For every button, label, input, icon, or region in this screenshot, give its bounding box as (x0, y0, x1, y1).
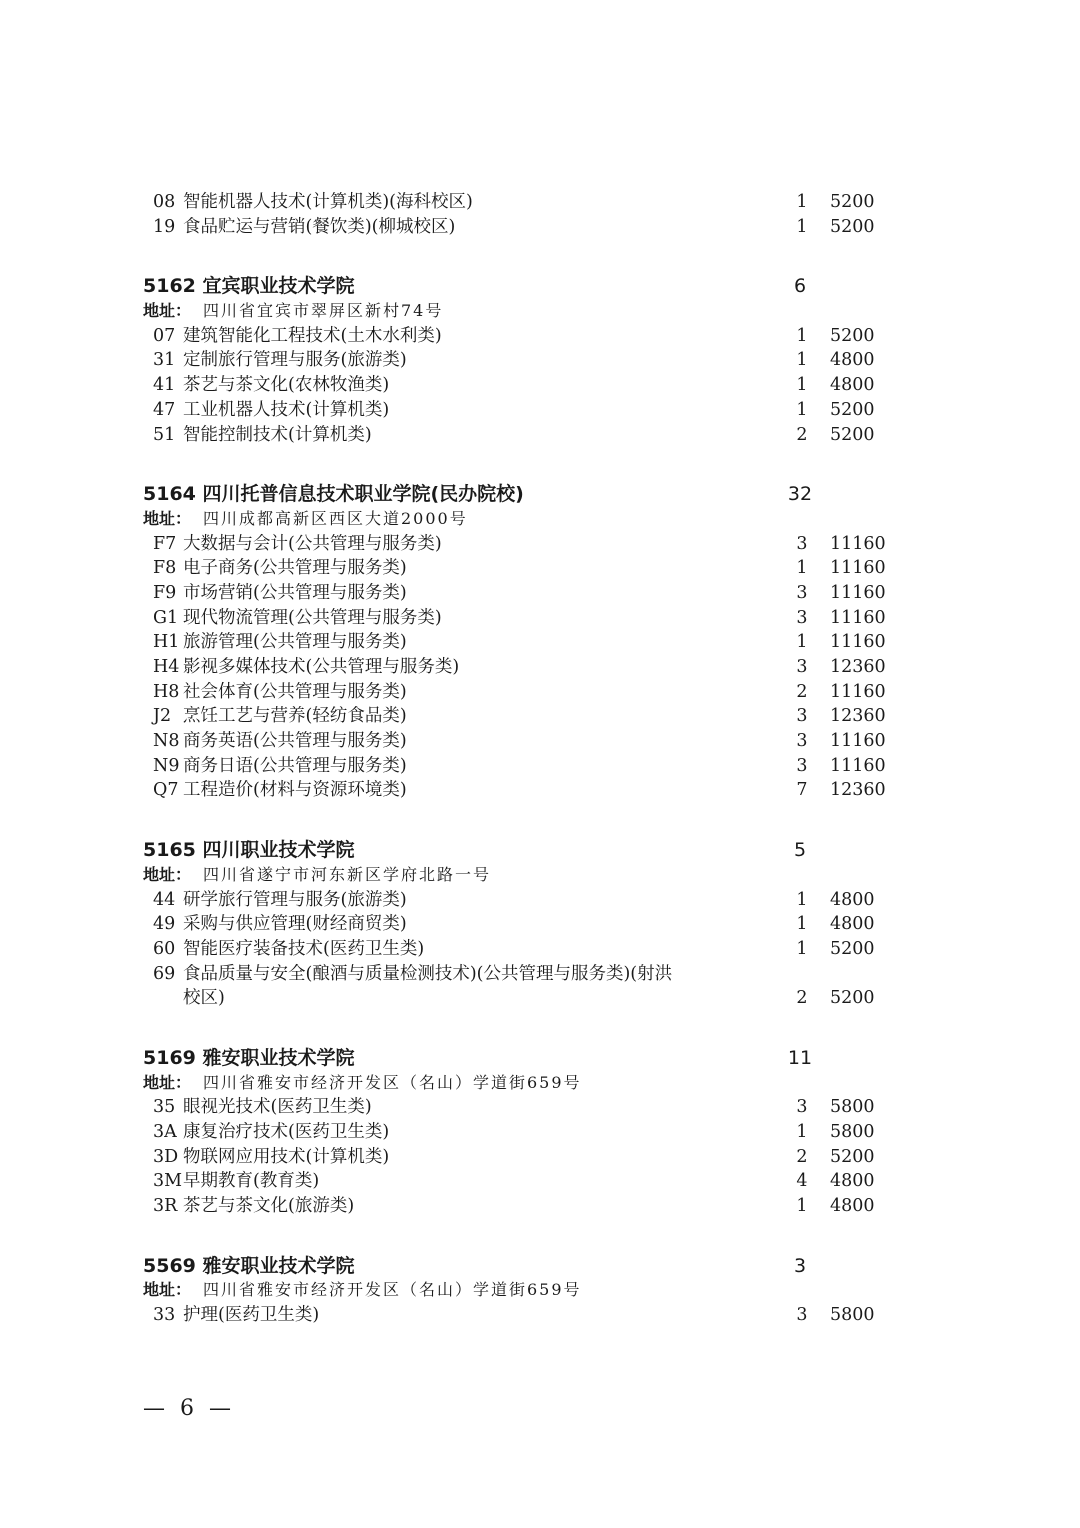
program-plan-count: 3 (796, 755, 808, 776)
program-code: 41 (153, 375, 176, 396)
program-fee: 11160 (830, 731, 886, 752)
program-row (0, 680, 1080, 705)
program-code: 44 (153, 889, 176, 910)
program-name: 茶艺与茶文化(农林牧渔类) (183, 375, 390, 396)
program-plan-count: 2 (796, 681, 808, 702)
program-plan-count: 2 (796, 1146, 808, 1167)
program-code: 33 (153, 1305, 176, 1326)
program-name: 电子商务(公共管理与服务类) (183, 558, 407, 579)
school-section (0, 1254, 1080, 1328)
address-text: 四川省雅安市经济开发区（名山）学道街659号 (203, 1280, 582, 1300)
program-plan-count: 1 (796, 350, 808, 371)
program-name: 现代物流管理(公共管理与服务类) (183, 607, 442, 628)
program-fee: 5200 (830, 192, 875, 212)
school-total: 11 (787, 1046, 813, 1069)
program-name: 工业机器人技术(计算机类) (183, 399, 390, 420)
program-name: 康复治疗技术(医药卫生类) (183, 1122, 390, 1142)
program-name: 旅游管理(公共管理与服务类) (183, 632, 407, 653)
program-plan-count: 3 (796, 533, 808, 554)
school-name: 5169 雅安职业技术学院 (143, 1046, 355, 1069)
program-fee: 4800 (830, 914, 875, 935)
school-total: 6 (793, 275, 807, 298)
program-name: 茶艺与茶文化(旅游类) (183, 1196, 355, 1217)
program-name: 采购与供应管理(财经商贸类) (183, 914, 407, 935)
program-row (0, 937, 1080, 962)
program-row (0, 1120, 1080, 1145)
program-plan-count: 3 (796, 706, 808, 727)
program-code: 3A (153, 1122, 177, 1142)
program-row (0, 373, 1080, 398)
program-code: N9 (153, 755, 180, 776)
program-fee: 11160 (830, 632, 886, 653)
address-text: 四川省遂宁市河东新区学府北路一号 (203, 864, 492, 884)
school-address (0, 507, 1080, 532)
program-fee: 5200 (830, 399, 875, 420)
program-row (0, 581, 1080, 606)
school-section (0, 838, 1080, 1011)
school-total: 3 (793, 1254, 807, 1277)
program-row (0, 1095, 1080, 1120)
program-fee: 12360 (830, 706, 886, 727)
program-plan-count: 1 (796, 558, 808, 579)
address-text: 四川省雅安市经济开发区（名山）学道街659号 (203, 1072, 582, 1092)
school-name: 5164 四川托普信息技术职业学院(民办院校) (143, 483, 524, 506)
school-header (0, 1046, 1080, 1071)
program-plan-count: 3 (796, 657, 808, 677)
address-label: 地址： (143, 1072, 192, 1092)
program-plan-count: 3 (796, 1305, 808, 1326)
program-code: F8 (153, 558, 177, 579)
program-code: F9 (153, 582, 177, 603)
program-row (0, 704, 1080, 729)
program-fee: 5200 (830, 216, 875, 237)
program-plan-count: 2 (796, 988, 808, 1009)
program-plan-count: 2 (796, 424, 808, 445)
program-row (0, 190, 1080, 215)
program-plan-count: 3 (796, 582, 808, 603)
program-row (0, 962, 1080, 987)
program-plan-count: 1 (796, 375, 808, 396)
program-plan-count: 1 (796, 889, 808, 910)
program-name: 大数据与会计(公共管理与服务类) (183, 533, 442, 554)
program-row (0, 348, 1080, 373)
program-code: F7 (153, 533, 177, 554)
school-header (0, 482, 1080, 507)
program-row (0, 912, 1080, 937)
program-fee: 5200 (830, 988, 875, 1009)
program-row (0, 1169, 1080, 1194)
program-row (0, 215, 1080, 240)
program-name: 定制旅行管理与服务(旅游类) (183, 350, 407, 371)
school-section (0, 274, 1080, 447)
school-total: 5 (793, 839, 807, 862)
school-section (0, 190, 1080, 239)
program-row (0, 729, 1080, 754)
program-fee: 5200 (830, 938, 875, 959)
school-section (0, 482, 1080, 803)
program-name: 研学旅行管理与服务(旅游类) (183, 889, 407, 910)
program-fee: 5200 (830, 1146, 875, 1167)
program-row (0, 1194, 1080, 1219)
program-fee: 4800 (830, 350, 875, 371)
program-fee: 11160 (830, 681, 886, 702)
program-code: H1 (153, 632, 180, 653)
address-label: 地址： (143, 508, 192, 528)
program-name: 工程造价(材料与资源环境类) (183, 780, 407, 801)
program-fee: 11160 (830, 533, 886, 554)
program-name: 社会体育(公共管理与服务类) (183, 681, 407, 702)
program-fee: 11160 (830, 582, 886, 603)
program-code: 49 (153, 914, 176, 935)
program-plan-count: 3 (796, 731, 808, 752)
program-row (0, 398, 1080, 423)
program-name: 市场营销(公共管理与服务类) (183, 582, 407, 603)
program-plan-count: 1 (796, 1196, 808, 1217)
school-name: 5165 四川职业技术学院 (143, 839, 355, 862)
program-fee: 11160 (830, 755, 886, 776)
program-code: N8 (153, 731, 180, 752)
school-address (0, 1071, 1080, 1096)
program-code: 69 (153, 963, 176, 984)
program-name: 智能控制技术(计算机类) (183, 424, 372, 445)
program-fee: 4800 (830, 1196, 875, 1217)
school-name: 5569 雅安职业技术学院 (143, 1254, 355, 1277)
program-plan-count: 1 (796, 399, 808, 420)
program-name: 智能医疗装备技术(医药卫生类) (183, 938, 425, 959)
program-plan-count: 1 (796, 1122, 808, 1142)
program-row (0, 532, 1080, 557)
program-code: 35 (153, 1097, 176, 1118)
program-row (0, 888, 1080, 913)
program-row (0, 778, 1080, 803)
program-plan-count: 1 (796, 938, 808, 959)
school-header (0, 838, 1080, 863)
program-name: 智能机器人技术(计算机类)(海科校区) (183, 192, 473, 212)
program-row-continued (0, 986, 1080, 1011)
program-fee: 11160 (830, 607, 886, 628)
program-code: 08 (153, 192, 176, 212)
program-row (0, 655, 1080, 680)
address-text: 四川成都高新区西区大道2000号 (203, 508, 468, 528)
program-code: 07 (153, 325, 176, 346)
program-code: 3R (153, 1196, 178, 1217)
address-label: 地址： (143, 301, 192, 321)
program-code: 3M (153, 1171, 183, 1192)
program-row (0, 754, 1080, 779)
program-code: 47 (153, 399, 176, 420)
school-name: 5162 宜宾职业技术学院 (143, 275, 355, 298)
program-plan-count: 1 (796, 914, 808, 935)
program-row (0, 630, 1080, 655)
program-code: 60 (153, 938, 176, 959)
school-address (0, 299, 1080, 324)
school-total: 32 (787, 483, 813, 506)
address-label: 地址： (143, 864, 192, 884)
program-name: 建筑智能化工程技术(土木水利类) (183, 325, 442, 346)
program-code: 3D (153, 1146, 179, 1167)
program-row (0, 1303, 1080, 1328)
program-fee: 4800 (830, 375, 875, 396)
program-fee: 5800 (830, 1122, 875, 1142)
program-plan-count: 1 (796, 325, 808, 346)
program-name: 商务日语(公共管理与服务类) (183, 755, 407, 776)
program-name: 影视多媒体技术(公共管理与服务类) (183, 657, 460, 677)
program-name: 物联网应用技术(计算机类) (183, 1146, 390, 1167)
school-header (0, 274, 1080, 299)
program-plan-count: 7 (796, 780, 808, 801)
school-header (0, 1254, 1080, 1279)
program-plan-count: 1 (796, 216, 808, 237)
program-code: H8 (153, 681, 180, 702)
program-row (0, 556, 1080, 581)
address-text: 四川省宜宾市翠屏区新村74号 (203, 301, 444, 321)
address-label: 地址： (143, 1280, 192, 1300)
program-code: 19 (153, 216, 176, 237)
program-row (0, 606, 1080, 631)
program-fee: 4800 (830, 889, 875, 910)
program-name: 护理(医药卫生类) (183, 1305, 320, 1326)
program-fee: 5200 (830, 424, 875, 445)
program-row (0, 324, 1080, 349)
program-name: 食品质量与安全(酿酒与质量检测技术)(公共管理与服务类)(射洪 (183, 963, 673, 984)
program-fee: 4800 (830, 1171, 875, 1192)
program-plan-count: 1 (796, 632, 808, 653)
program-plan-count: 3 (796, 607, 808, 628)
program-fee: 5200 (830, 325, 875, 346)
school-address (0, 863, 1080, 888)
school-address (0, 1278, 1080, 1303)
program-name: 食品贮运与营销(餐饮类)(柳城校区) (183, 216, 456, 237)
program-fee: 12360 (830, 657, 886, 677)
school-section (0, 1046, 1080, 1219)
program-name-continued: 校区) (183, 988, 225, 1009)
program-code: Q7 (153, 780, 179, 801)
program-fee: 5800 (830, 1097, 875, 1118)
program-name: 商务英语(公共管理与服务类) (183, 731, 407, 752)
program-plan-count: 4 (796, 1171, 808, 1192)
program-row (0, 1145, 1080, 1170)
program-fee: 11160 (830, 558, 886, 579)
program-name: 早期教育(教育类) (183, 1171, 320, 1192)
program-name: 烹饪工艺与营养(轻纺食品类) (183, 706, 407, 727)
document-body (0, 190, 1080, 1328)
program-code: 51 (153, 424, 176, 445)
page-number: — 6 — (143, 1396, 235, 1421)
program-code: J2 (153, 706, 172, 727)
program-plan-count: 1 (796, 192, 808, 212)
program-code: G1 (153, 607, 179, 628)
program-code: H4 (153, 657, 180, 677)
program-name: 眼视光技术(医药卫生类) (183, 1097, 372, 1118)
program-fee: 12360 (830, 780, 886, 801)
program-fee: 5800 (830, 1305, 875, 1326)
program-row (0, 423, 1080, 448)
program-code: 31 (153, 350, 176, 371)
program-plan-count: 3 (796, 1097, 808, 1118)
